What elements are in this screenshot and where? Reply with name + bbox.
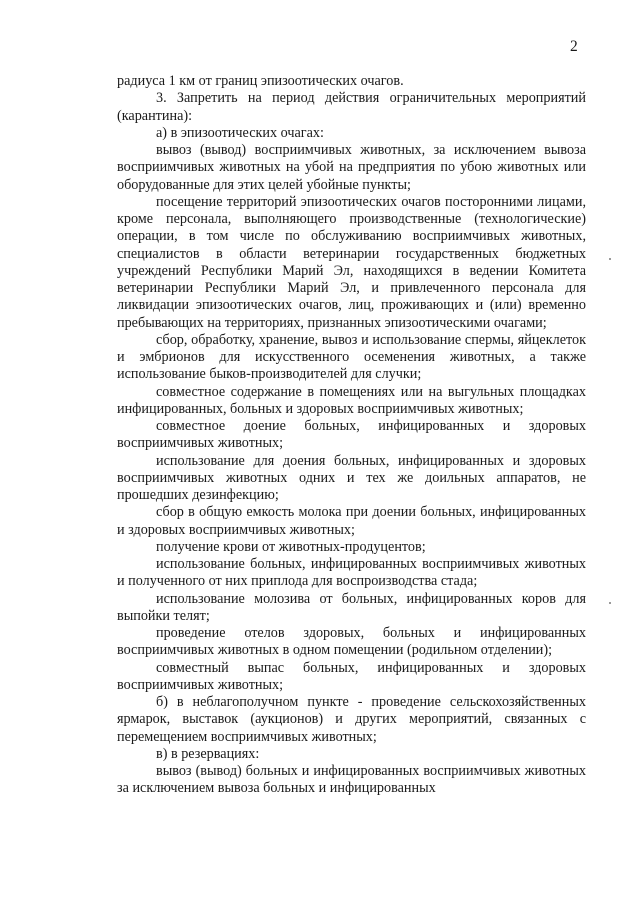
scan-speck — [609, 602, 611, 604]
paragraph: вывоз (вывод) больных и инфицированных восприимчивых животных за исключением вывоза больных и инфицированных — [117, 763, 586, 797]
paragraph: использование больных, инфицированных восприимчивых животных и полученного от них приплода для воспроизводства стада; — [117, 556, 586, 590]
paragraph: совместное доение больных, инфицированных и здоровых восприимчивых животных; — [117, 418, 586, 452]
paragraph: вывоз (вывод) восприимчивых животных, за исключением вывоза восприимчивых животных на убой на предприятия по убою животных или оборудованные для этих целей убойные пункты; — [117, 142, 586, 193]
paragraph: проведение отелов здоровых, больных и инфицированных восприимчивых животных в одном помещении (родильном отделении); — [117, 625, 586, 659]
document-body — [117, 73, 586, 798]
paragraph: использование молозива от больных, инфицированных коров для выпойки телят; — [117, 590, 586, 624]
paragraph: 3. Запретить на период действия ограничительных мероприятий (карантина): — [117, 90, 586, 124]
paragraph: в) в резервациях: — [156, 745, 260, 762]
paragraph: сбор в общую емкость молока при доении больных, инфицированных и здоровых восприимчивых животных; — [117, 504, 586, 538]
paragraph: радиуса 1 км от границ эпизоотических очагов. — [117, 73, 404, 89]
paragraph: б) в неблагополучном пункте - проведение сельскохозяйственных ярмарок, выставок (аукционов) и других мероприятий, связанных с перемещением восприимчивых животных; — [117, 694, 586, 745]
paragraph: использование для доения больных, инфицированных и здоровых восприимчивых животных одних и тех же доильных аппаратов, не прошедших дезинфекцию; — [117, 452, 586, 503]
paragraph: совместное содержание в помещениях или на выгульных площадках инфицированных, больных и здоровых восприимчивых животных; — [117, 383, 586, 417]
paragraph: посещение территорий эпизоотических очагов посторонними лицами, кроме персонала, выполняющего производственные (технологические) операции, в том числе по обслуживанию восприимчивых животных, специалистов в области ветеринарии государственных бюджетных учреждений Республики Марий Эл, находящихся в ведении Комитета ветеринарии Республики Марий Эл, и привлеченного персонала для ликвидации эпизоотических очагов, лиц, проживающих и (или) временно пребывающих на территориях, признанных эпизоотическими очагами; — [117, 193, 586, 331]
paragraph: сбор, обработку, хранение, вывоз и использование спермы, яйцеклеток и эмбрионов для искусственного осеменения животных, а также использование быков-производителей для случки; — [117, 331, 586, 383]
paragraph: а) в эпизоотических очагах: — [156, 124, 324, 141]
paragraph: получение крови от животных-продуцентов; — [156, 538, 426, 555]
page-number: 2 — [570, 38, 578, 55]
paragraph: совместный выпас больных, инфицированных и здоровых восприимчивых животных; — [117, 659, 586, 693]
scan-speck — [609, 258, 611, 260]
